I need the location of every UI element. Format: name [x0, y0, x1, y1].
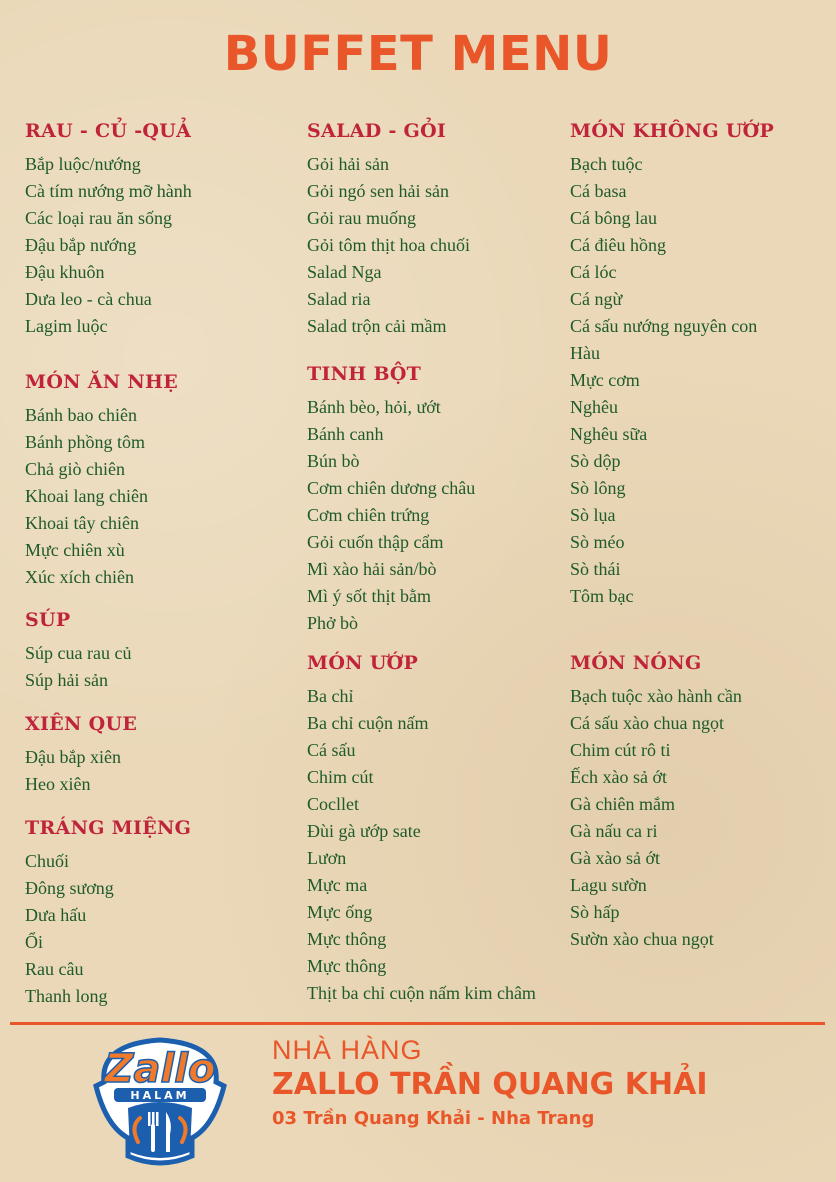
menu-item: Cá basa — [570, 181, 627, 201]
menu-item: Cơm chiên trứng — [307, 505, 430, 525]
section-sup — [25, 607, 295, 711]
menu-item: Mực chiên xù — [25, 540, 125, 560]
menu-item: Các loại rau ăn sống — [25, 208, 172, 228]
menu-item: Cá điêu hồng — [570, 235, 666, 255]
menu-item: Tôm bạc — [570, 586, 634, 606]
section-salad-goi — [307, 118, 567, 361]
menu-item: Bánh bao chiên — [25, 405, 137, 425]
menu-item: Sò lụa — [570, 505, 616, 525]
item-list — [570, 151, 832, 610]
menu-item: Salad Nga — [307, 262, 382, 282]
menu-item: Rau câu — [25, 959, 84, 979]
section-heading: MÓN ĂN NHẸ — [25, 371, 179, 393]
menu-item: Sò méo — [570, 532, 625, 552]
item-list — [25, 640, 295, 694]
menu-item: Sò lông — [570, 478, 626, 498]
menu-item: Nghêu sữa — [570, 424, 648, 444]
menu-item: Bún bò — [307, 451, 360, 471]
restaurant-label: NHÀ HÀNG — [272, 1035, 423, 1065]
menu-item: Cá lóc — [570, 262, 617, 282]
menu-item: Gỏi ngó sen hải sản — [307, 181, 449, 201]
menu-item: Lagim luộc — [25, 316, 108, 336]
logo-sub-text: HALAM — [130, 1089, 190, 1102]
menu-item: Súp hải sản — [25, 670, 108, 690]
menu-item: Gỏi hải sản — [307, 154, 389, 174]
restaurant-name: ZALLO TRẦN QUANG KHẢI — [272, 1067, 708, 1102]
menu-item: Bánh canh — [307, 424, 384, 444]
menu-item: Mực cơm — [570, 370, 640, 390]
menu-item: Mực thông — [307, 956, 387, 976]
menu-item: Mực ống — [307, 902, 373, 922]
menu-item: Chim cút rô ti — [570, 740, 671, 760]
section-heading: XIÊN QUE — [25, 713, 138, 735]
menu-item: Dưa hấu — [25, 905, 87, 925]
menu-item: Cá sấu xào chua ngọt — [570, 713, 724, 733]
menu-item: Lươn — [307, 848, 347, 868]
menu-item: Chả giò chiên — [25, 459, 125, 479]
menu-item: Bạch tuộc — [570, 154, 643, 174]
menu-item: Mực thông — [307, 929, 387, 949]
menu-item: Mực ma — [307, 875, 368, 895]
menu-item: Salad ria — [307, 289, 371, 309]
menu-item: Cá sấu nướng nguyên con — [570, 316, 758, 336]
menu-item: Sò thái — [570, 559, 621, 579]
menu-item: Đùi gà ướp sate — [307, 821, 421, 841]
section-heading: MÓN NÓNG — [570, 652, 702, 674]
menu-item: Đông sương — [25, 878, 114, 898]
menu-item: Phở bò — [307, 613, 359, 633]
menu-item: Ổi — [25, 932, 43, 952]
menu-item: Cocllet — [307, 794, 359, 814]
menu-item: Đậu bắp xiên — [25, 747, 121, 767]
menu-item: Mì ý sốt thịt bằm — [307, 586, 432, 606]
item-list — [570, 683, 832, 953]
menu-item: Gỏi rau muống — [307, 208, 416, 228]
menu-item: Cá sấu — [307, 740, 356, 760]
menu-item: Mì xào hải sản/bò — [307, 559, 437, 579]
item-list — [307, 151, 567, 340]
menu-item: Đậu bắp nướng — [25, 235, 137, 255]
section-xien-que — [25, 711, 295, 815]
section-heading: TRÁNG MIỆNG — [25, 817, 192, 839]
menu-item: Gà xào sả ớt — [570, 848, 660, 868]
section-tinh-bot — [307, 361, 567, 650]
menu-item: Cá ngừ — [570, 289, 623, 309]
item-list — [25, 402, 295, 591]
restaurant-info — [272, 1034, 707, 1134]
item-list — [307, 394, 567, 637]
item-list — [25, 744, 295, 798]
menu-item: Bánh bèo, hỏi, ướt — [307, 397, 441, 417]
menu-column-3 — [570, 118, 832, 953]
menu-item: Gỏi cuốn thập cẩm — [307, 532, 444, 552]
menu-item: Chuối — [25, 851, 70, 871]
section-heading: MÓN ƯỚP — [307, 652, 419, 674]
menu-item: Sò hấp — [570, 902, 620, 922]
menu-item: Bắp luộc/nướng — [25, 154, 141, 174]
menu-item: Gà nấu ca ri — [570, 821, 658, 841]
menu-item: Chim cút — [307, 767, 374, 787]
section-trang-mieng — [25, 815, 295, 1010]
item-list — [25, 848, 295, 1010]
section-heading: TINH BỘT — [307, 363, 422, 385]
menu-item: Bánh phồng tôm — [25, 432, 145, 452]
menu-item: Đậu khuôn — [25, 262, 105, 282]
menu-title: BUFFET MENU — [223, 26, 613, 82]
section-heading: SALAD - GỎI — [307, 120, 447, 142]
item-list — [25, 151, 295, 340]
section-mon-an-nhe — [25, 369, 295, 607]
menu-column-1 — [25, 118, 295, 1010]
menu-item: Cà tím nướng mỡ hành — [25, 181, 192, 201]
menu-item: Heo xiên — [25, 774, 91, 794]
restaurant-address: 03 Trần Quang Khải - Nha Trang — [272, 1108, 595, 1129]
logo-word: Zallo — [104, 1046, 216, 1092]
menu-item: Ếch xào sả ớt — [570, 767, 667, 787]
item-list — [307, 683, 567, 1007]
menu-item: Thanh long — [25, 986, 108, 1006]
menu-item: Nghêu — [570, 397, 618, 417]
menu-item: Khoai lang chiên — [25, 486, 148, 506]
menu-item: Dưa leo - cà chua — [25, 289, 152, 309]
menu-item: Sò dộp — [570, 451, 621, 471]
menu-item: Gỏi tôm thịt hoa chuối — [307, 235, 470, 255]
section-heading: MÓN KHÔNG ƯỚP — [570, 120, 775, 142]
menu-item: Cá bông lau — [570, 208, 657, 228]
section-heading: SÚP — [25, 609, 71, 631]
menu-item: Hàu — [570, 343, 600, 363]
menu-item: Ba chỉ — [307, 686, 354, 706]
menu-item: Ba chỉ cuộn nấm — [307, 713, 429, 733]
menu-item: Lagu sườn — [570, 875, 647, 895]
menu-item: Bạch tuộc xào hành cần — [570, 686, 742, 706]
section-mon-khong-uop — [570, 118, 832, 650]
section-heading: RAU - CỦ -QUẢ — [25, 120, 192, 142]
menu-column-2 — [307, 118, 567, 1007]
menu-item: Cơm chiên dương châu — [307, 478, 476, 498]
section-rau-cu-qua — [25, 118, 295, 369]
menu-item: Khoai tây chiên — [25, 513, 139, 533]
menu-item: Súp cua rau củ — [25, 643, 132, 663]
section-mon-nong — [570, 650, 832, 953]
menu-item: Gà chiên mắm — [570, 794, 675, 814]
zallo-logo — [74, 1030, 246, 1170]
menu-item: Xúc xích chiên — [25, 567, 134, 587]
menu-item: Salad trộn cải mầm — [307, 316, 447, 336]
menu-item: Sườn xào chua ngọt — [570, 929, 714, 949]
footer-divider — [10, 1022, 825, 1025]
section-mon-uop — [307, 650, 567, 1007]
menu-item: Thịt ba chỉ cuộn nấm kim châm — [307, 983, 536, 1003]
